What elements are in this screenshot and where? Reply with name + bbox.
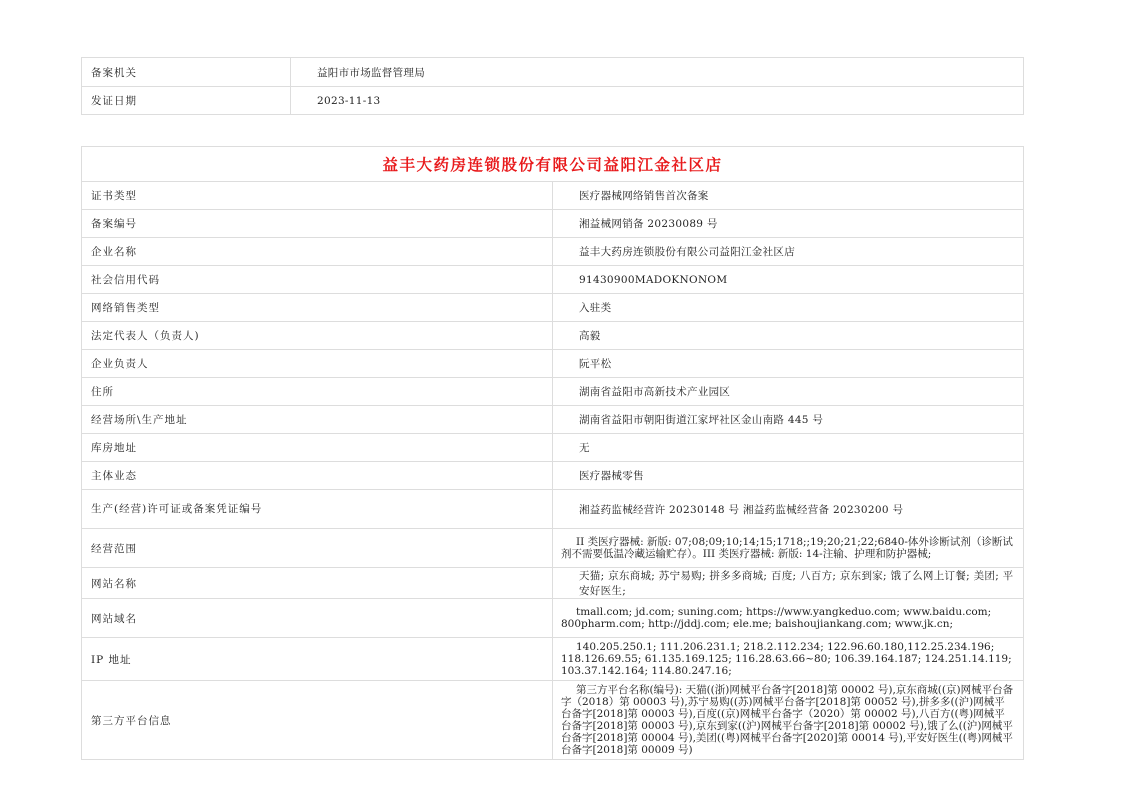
table-row [82, 681, 1024, 760]
table-row [82, 238, 1024, 266]
table-row [82, 490, 1024, 529]
row-label: 企业名称 [82, 238, 553, 266]
certificate-table [81, 146, 1024, 760]
row-label: IP 地址 [82, 638, 553, 681]
row-value: 高毅 [553, 322, 1024, 350]
title-row [82, 147, 1024, 182]
row-value: 天猫; 京东商城; 苏宁易购; 拼多多商城; 百度; 八百方; 京东到家; 饿了么网上订餐; 美团; 平安好医生; [553, 568, 1024, 599]
row-value: 湖南省益阳市朝阳街道江家坪社区金山南路 445 号 [553, 406, 1024, 434]
table-row [82, 58, 1024, 87]
row-label: 企业负责人 [82, 350, 553, 378]
row-value: 2023-11-13 [291, 87, 1024, 115]
website-domains-text: tmall.com; jd.com; suning.com; https://www.yangkeduo.com; www.baidu.com; 800pharm.com; http://jddj.com; ele.me; baishoujiankang.com; www.jk.cn; [561, 606, 992, 630]
row-value [553, 638, 1024, 681]
table-row [82, 638, 1024, 681]
row-value: 益丰大药房连锁股份有限公司益阳江金社区店 [553, 238, 1024, 266]
table-row [82, 266, 1024, 294]
row-label: 发证日期 [82, 87, 291, 115]
row-label: 生产(经营)许可证或备案凭证编号 [82, 490, 553, 529]
row-value [553, 681, 1024, 760]
table-row [82, 599, 1024, 638]
row-label: 网络销售类型 [82, 294, 553, 322]
row-label: 网站名称 [82, 568, 553, 599]
row-label: 备案机关 [82, 58, 291, 87]
row-label: 法定代表人（负责人) [82, 322, 553, 350]
row-label: 证书类型 [82, 182, 553, 210]
table-row [82, 294, 1024, 322]
filing-info-table [81, 57, 1024, 115]
row-value: 无 [553, 434, 1024, 462]
row-label: 主体业态 [82, 462, 553, 490]
table-row [82, 434, 1024, 462]
row-label: 住所 [82, 378, 553, 406]
row-value [553, 529, 1024, 568]
table-row [82, 529, 1024, 568]
row-label: 库房地址 [82, 434, 553, 462]
third-party-platform-text: 第三方平台名称(编号): 天猫((浙)网械平台备字[2018]第 00002 号),京东商城((京)网械平台备字（2018）第 00003 号),苏宁易购((苏)网械平台备字[2018]第 00052 号),拼多多((沪)网械平台备字[2018]第 00003 号),百度((京)网械平台备字（2020）第 00002 号),八百方((粤)网械平台备字[2018]第 00003 号),京东到家((沪)网械平台备字[2018]第 00002 号),饿了么((沪)网械平台备字[2018]第 00004 号),美团((粤)网械平台备字[2020]第 00014 号),平安好医生((粤)网械平台备字[2018]第 00009 号) [561, 684, 1014, 756]
row-value: 医疗器械网络销售首次备案 [553, 182, 1024, 210]
row-label: 备案编号 [82, 210, 553, 238]
row-value: 湖南省益阳市高新技术产业园区 [553, 378, 1024, 406]
row-value: 入驻类 [553, 294, 1024, 322]
table-row [82, 87, 1024, 115]
row-value: 湘益械网销备 20230089 号 [553, 210, 1024, 238]
table-row [82, 210, 1024, 238]
row-label: 网站域名 [82, 599, 553, 638]
table-row [82, 406, 1024, 434]
business-scope-text: II 类医疗器械: 新版: 07;08;09;10;14;15;1718;;19;20;21;22;6840-体外诊断试剂（诊断试剂不需要低温冷藏运输贮存）。III 类医疗器械: 新版: 14-注输、护理和防护器械; [561, 536, 1013, 560]
table-row [82, 322, 1024, 350]
row-value: 91430900MADOKNONOM [553, 266, 1024, 294]
row-value: 阮平松 [553, 350, 1024, 378]
table-row [82, 378, 1024, 406]
certificate-title: 益丰大药房连锁股份有限公司益阳江金社区店 [82, 147, 1024, 182]
row-label: 社会信用代码 [82, 266, 553, 294]
table-row [82, 568, 1024, 599]
row-value: 益阳市市场监督管理局 [291, 58, 1024, 87]
row-label: 经营场所\生产地址 [82, 406, 553, 434]
row-value: 湘益药监械经营许 20230148 号 湘益药监械经营备 20230200 号 [553, 490, 1024, 529]
table-row [82, 182, 1024, 210]
table-row [82, 350, 1024, 378]
row-value [553, 599, 1024, 638]
row-label: 经营范围 [82, 529, 553, 568]
table-row [82, 462, 1024, 490]
row-label: 第三方平台信息 [82, 681, 553, 760]
row-value: 医疗器械零售 [553, 462, 1024, 490]
ip-address-text: 140.205.250.1; 111.206.231.1; 218.2.112.234; 122.96.60.180,112.25.234.196; 118.126.69.55; 61.135.169.125; 116.28.63.66~80; 106.39.164.187; 124.251.14.119; 103.37.142.164; 114.80.247.16; [561, 641, 1012, 677]
